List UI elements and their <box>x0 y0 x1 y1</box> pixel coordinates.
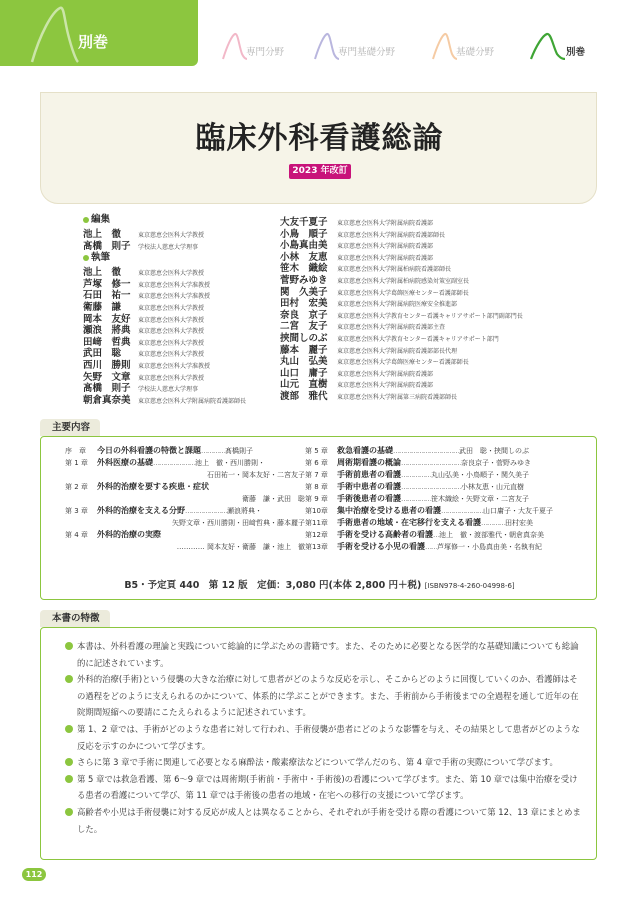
chapter-title: 集中治療を受ける患者の看護 <box>337 506 441 515</box>
chapter-authors: 奈良京子・菅野みゆき <box>461 459 531 467</box>
chapter-authors-continued: 石田祐一・岡本友好・二宮友子 <box>207 471 305 479</box>
contributor-row <box>83 264 273 279</box>
contributor-name: 小島真由美 <box>280 240 328 252</box>
contributor-row <box>83 311 273 323</box>
contents-label: 主要内容 <box>40 419 100 436</box>
contributor-row <box>83 287 273 302</box>
chapter-item <box>65 445 305 457</box>
section-tab-label: 別巻 <box>78 33 109 51</box>
contributor-row <box>280 353 600 368</box>
chapter-leader: …………… <box>401 495 431 503</box>
contributor-row <box>83 380 273 395</box>
chapter-authors: 瀬浪將典・ <box>227 507 262 515</box>
contributor-affiliation: 東京慈恵会医科大学附属病院看護部主査 <box>337 324 446 332</box>
editors-list <box>83 226 273 252</box>
toc-right-column <box>305 445 569 553</box>
top-header <box>0 0 637 70</box>
contributor-affiliation: 東京慈恵会医科大学教授 <box>138 270 205 278</box>
authors-heading: 執筆 <box>83 252 273 264</box>
contributor-row <box>280 284 600 296</box>
feature-list <box>65 638 585 837</box>
contributor-row <box>280 330 600 342</box>
contributor-row <box>280 376 600 391</box>
chapter-title: 今日の外科看護の特徴と課題 <box>97 446 201 455</box>
contributor-name: 髙橋 則子 <box>83 240 131 252</box>
chapter-number: 第 5 章 <box>305 447 328 455</box>
contributor-affiliation: 東京慈恵会医科大学准教授 <box>138 281 211 289</box>
contributor-affiliation: 東京慈恵会医科大学附属病院看護部 <box>337 220 434 227</box>
curve-logo-icon <box>30 4 80 64</box>
chapter-title: 外科的治療を要する疾患・症状 <box>97 482 209 491</box>
contributor-affiliation: 東京慈恵会医科大学准教授 <box>138 293 211 301</box>
contributor-row <box>83 276 273 288</box>
feature-item: 本書は、外科看護の理論と実践について総論的に学ぶための書籍です。また、そのために必要となる医学的な基礎知識についても総論的に記述されています。 <box>65 638 585 671</box>
chapter-number: 序 章 <box>65 447 86 455</box>
chapter-item <box>305 541 569 553</box>
nav-label: 専門分野 <box>246 47 285 58</box>
chapter-authors-continued: ………… 岡本友好・衛藤 謙・池上 徹 <box>176 543 305 551</box>
contributor-row <box>280 260 600 275</box>
chapter-number: 第 2 章 <box>65 483 88 491</box>
curve-icon <box>432 32 458 60</box>
chapter-number: 第 8 章 <box>305 483 328 491</box>
chapter-title: 手術を受ける高齢者の看護 <box>337 530 433 539</box>
contributor-name: 二宮 友子 <box>280 321 328 333</box>
chapter-title: 周術期看護の概論 <box>337 458 401 467</box>
contributor-name: 石田 祐一 <box>83 290 131 302</box>
chapter-title: 手術前患者の看護 <box>337 470 401 479</box>
contributor-affiliation: 東京慈恵会医科大学教育センター看護キャリアサポート部門副部門長 <box>337 312 523 320</box>
feature-item: さらに第 3 章で手術に関連して必要となる麻酔法・酸素療法などについて学んだのち、第 4 章で手術の実際について学びます。 <box>65 754 585 771</box>
isbn: [ISBN978-4-260-04998-6] <box>424 582 515 590</box>
chapter-leader: ………… <box>201 447 225 455</box>
chapter-number: 第 1 章 <box>65 459 88 467</box>
chapter-authors: 丸山弘美・小鳥順子・関久美子 <box>431 471 529 479</box>
contributor-name: 奈良 京子 <box>280 309 328 321</box>
chapter-number: 第11章 <box>305 519 328 527</box>
chapter-authors: 田村宏美 <box>505 519 533 527</box>
contributor-name: 関 久美子 <box>280 286 328 298</box>
chapter-leader: …………………………… <box>393 447 459 455</box>
chapter-title: 救急看護の基礎 <box>337 446 393 455</box>
contributor-affiliation: 東京慈恵会医科大学教授 <box>138 304 205 312</box>
contributor-affiliation: 東京慈恵会医科大学教育センター看護キャリアサポート部門 <box>337 335 499 343</box>
chapter-title: 外科的治療を支える分野 <box>97 506 185 515</box>
authors-list <box>83 264 273 406</box>
price-text: B5・予定頁 440 第 12 版 定価：3,080 円(本体 2,800 円＋税) <box>124 580 422 591</box>
price-line <box>41 577 598 591</box>
chapter-number: 第 3 章 <box>65 507 88 515</box>
toc-left-column <box>65 445 305 553</box>
edition-badge: 2023 年改訂 <box>289 164 351 179</box>
chapter-authors-continued: 衛藤 謙・武田 聡 <box>242 495 305 503</box>
chapter-authors: 笹木織絵・矢野文章・二宮友子 <box>431 495 529 503</box>
nav-label: 別巻 <box>566 47 586 58</box>
section-tab[interactable] <box>0 0 198 66</box>
contributor-row <box>280 307 600 319</box>
contributor-name: 挟間しのぶ <box>280 332 328 344</box>
chapter-line <box>305 505 569 517</box>
features-panel <box>40 627 597 860</box>
chapter-line <box>65 529 305 541</box>
contributor-affiliation: 学校法人慈恵大学理事 <box>138 243 199 251</box>
contributor-affiliation: 東京慈恵会医科大学教授 <box>138 374 205 382</box>
contributor-affiliation: 東京慈恵会医科大学附属病院看護部 <box>337 382 434 390</box>
contributor-name: 山元 直樹 <box>280 379 328 391</box>
contributor-name: 藤本 麗子 <box>280 344 328 356</box>
chapter-leader: …………… <box>401 471 431 479</box>
chapter-number: 第 9 章 <box>305 495 328 503</box>
contributor-row <box>280 295 600 310</box>
contributor-name: 岡本 友好 <box>83 313 131 325</box>
chapter-authors: 小林友恵・山元直樹 <box>461 483 524 491</box>
chapter-item <box>65 505 305 529</box>
chapter-line <box>305 457 569 469</box>
contributor-affiliation: 東京慈恵会医科大学附属柏病院感染対策室副室長 <box>337 277 470 285</box>
contributors-right <box>280 214 600 400</box>
contributor-row <box>83 357 273 369</box>
feature-item: 外科的治療(手術)という侵襲の大きな治療に対して患者がどのような反応を示し、そこからどのように回復していくのか、看護師はその過程をどのように支えられるのかについて、体系的に学ぶことができます。また、手術前から手術後までの全過程を通して近年の在院期間短縮への要請にこたえられるように記述されています。 <box>65 671 585 721</box>
contributor-name: 池上 徹 <box>83 229 122 240</box>
contributor-row <box>280 249 600 261</box>
chapter-number: 第 4 章 <box>65 531 88 539</box>
contributor-affiliation: 東京慈恵会医科大学教授 <box>138 232 205 239</box>
contributor-affiliation: 学校法人慈恵大学理事 <box>138 386 199 394</box>
contributor-row <box>83 299 273 311</box>
chapter-item <box>305 505 569 517</box>
chapter-item <box>65 529 305 553</box>
contributor-row <box>280 272 600 284</box>
contributor-affiliation: 東京慈恵会医科大学附属病院看護部師長 <box>138 397 247 405</box>
chapter-number: 第10章 <box>305 507 328 515</box>
chapter-item <box>305 481 569 493</box>
chapter-authors: 池上 徹・渡部雅代・朝倉真奈美 <box>439 531 544 539</box>
contributors-left <box>83 214 273 406</box>
contributor-row <box>280 237 600 252</box>
chapter-leader: ………………………… <box>401 459 461 467</box>
contributor-row <box>83 334 273 346</box>
contributor-row <box>83 238 273 250</box>
book-title: 臨床外科看護総論 <box>195 121 444 156</box>
contributor-affiliation: 東京慈恵会医科大学教授 <box>138 328 205 336</box>
contributor-affiliation: 東京慈恵会医科大学附属病院看護部 <box>337 370 434 378</box>
chapter-leader: ………………… <box>153 459 195 467</box>
chapter-item <box>305 469 569 481</box>
contributor-affiliation: 東京慈恵会医科大学附属病院看護部 <box>337 254 434 262</box>
chapter-line <box>305 445 569 457</box>
contributor-name: 丸山 弘美 <box>280 356 328 368</box>
chapter-number: 第12章 <box>305 531 328 539</box>
contributor-row <box>280 365 600 377</box>
chapter-line <box>65 505 305 517</box>
chapter-line <box>65 445 305 457</box>
contributor-affiliation: 東京慈恵会医科大学附属柏病院看護部師長 <box>337 266 452 274</box>
chapter-item <box>305 517 569 529</box>
contributor-name: 笹木 織絵 <box>280 263 328 275</box>
contributor-row <box>83 226 273 238</box>
chapter-authors: 芦塚修一・小島真由美・名執有紀 <box>437 543 542 551</box>
chapter-item <box>305 457 569 469</box>
chapter-leader: ………………… <box>185 507 227 515</box>
contents-panel <box>40 436 597 600</box>
contributor-name: 芦塚 修一 <box>83 278 131 290</box>
chapter-number: 第 7 章 <box>305 471 328 479</box>
nav-label: 基礎分野 <box>456 47 495 58</box>
contributor-affiliation: 東京慈恵会医科大学附属病院看護部部長代理 <box>337 347 458 355</box>
chapter-line <box>305 481 569 493</box>
contributor-name: 池上 徹 <box>83 267 122 279</box>
chapter-line <box>305 541 569 553</box>
contributor-affiliation: 東京慈恵会医科大学教授 <box>138 339 205 347</box>
feature-item: 第 5 章では救急看護、第 6〜9 章では周術期(手術前・手術中・手術後)の看護について学びます。また、第 10 章では集中治療を受ける患者の看護について学び、第 11 章では手術後の患者の地域・在宅への移行の支援について学びます。 <box>65 771 585 804</box>
contributor-affiliation: 東京慈恵会医科大学准教授 <box>138 362 211 370</box>
feature-item: 高齢者や小児は手術侵襲に対する反応が成人とは異なることから、それぞれが手術を受ける際の看護について第 12、13 章にまとめました。 <box>65 804 585 837</box>
contributor-name: 山口 庸子 <box>280 367 328 379</box>
chapter-line <box>65 457 305 469</box>
features-label: 本書の特徴 <box>40 610 110 627</box>
contributor-name: 小林 友恵 <box>280 251 328 263</box>
chapter-line <box>305 493 569 505</box>
contributor-affiliation: 東京慈恵会医科大学附属病院看護部 <box>337 243 434 251</box>
chapter-title: 手術後患者の看護 <box>337 494 401 503</box>
chapter-leader: …… <box>425 543 437 551</box>
contributor-row <box>280 214 600 226</box>
chapter-title: 外科医療の基礎 <box>97 458 153 467</box>
chapter-leader: … <box>433 531 439 539</box>
contributor-name: 小鳥 順子 <box>280 228 328 240</box>
category-nav <box>222 32 622 62</box>
chapter-title: 手術中患者の看護 <box>337 482 401 491</box>
contributor-name: 田﨑 哲典 <box>83 336 131 348</box>
chapter-authors: 池上 徹・西川勝則・ <box>195 459 265 467</box>
chapter-title: 外科的治療の実際 <box>97 530 161 539</box>
contributor-name: 矢野 文章 <box>83 371 131 383</box>
chapter-line <box>305 529 569 541</box>
contributor-row <box>83 392 273 404</box>
feature-item: 第 1、2 章では、手術がどのような患者に対して行われ、手術侵襲が患者にどのような影響を与え、その結果として患者がどのような反応を示すのかについて学びます。 <box>65 721 585 754</box>
contributor-row <box>280 342 600 354</box>
contributor-affiliation: 東京慈恵会医科大学附属第三病院看護部師長 <box>337 393 458 401</box>
chapter-item <box>305 529 569 541</box>
contributor-row <box>280 226 600 238</box>
contributor-name: 髙橋 則子 <box>83 383 131 395</box>
contributor-name: 大友千夏子 <box>280 217 328 228</box>
contributor-affiliation: 東京慈恵会医科大学教授 <box>138 316 205 324</box>
contributor-name: 渡部 雅代 <box>280 390 328 402</box>
chapter-authors-continued: 矢野文章・西川勝則・田﨑哲典・藤本麗子 <box>172 519 305 527</box>
chapter-title: 手術患者の地域・在宅移行を支える看護 <box>337 518 481 527</box>
contributor-row <box>280 388 600 400</box>
chapter-authors: 髙橋則子 <box>225 447 253 455</box>
contributor-affiliation: 東京慈恵会医科大学附属病院看護部師長 <box>337 231 446 239</box>
chapter-item <box>65 457 305 481</box>
editors-heading: 編集 <box>83 214 273 226</box>
curve-icon <box>314 32 340 60</box>
title-box <box>40 92 597 204</box>
chapter-authors: 山口庸子・大友千夏子 <box>483 507 553 515</box>
contributor-row <box>280 318 600 333</box>
contributor-name: 田村 宏美 <box>280 298 328 310</box>
contributor-name: 朝倉真奈美 <box>83 394 131 406</box>
chapter-leader: ………… <box>481 519 505 527</box>
contributor-affiliation: 東京慈恵会医科大学葛飾医療センター看護部師長 <box>337 289 469 297</box>
chapter-item <box>305 493 569 505</box>
contributor-name: 西川 勝則 <box>83 359 131 371</box>
contributor-row <box>83 322 273 337</box>
contributor-name: 菅野みゆき <box>280 274 328 286</box>
chapter-item <box>65 481 305 505</box>
chapter-number: 第 6 章 <box>305 459 328 467</box>
chapter-line <box>305 469 569 481</box>
contributor-name: 武田 聡 <box>83 348 122 360</box>
chapter-title: 手術を受ける小児の看護 <box>337 542 425 551</box>
chapter-authors: 武田 聡・挟間しのぶ <box>459 447 529 455</box>
chapter-item <box>305 445 569 457</box>
contributor-name: 瀬浪 將典 <box>83 325 131 337</box>
contributor-affiliation: 東京慈恵会医科大学教授 <box>138 351 205 359</box>
chapter-line <box>65 481 305 493</box>
chapter-line <box>305 517 569 529</box>
contributor-row <box>83 345 273 360</box>
chapter-leader: ………………… <box>441 507 483 515</box>
authors-list <box>280 214 600 400</box>
contributor-affiliation: 東京慈恵会医科大学附属病院医療安全推進部 <box>337 301 458 309</box>
contributor-affiliation: 東京慈恵会医科大学葛飾医療センター看護部師長 <box>337 359 469 367</box>
curve-icon <box>222 32 248 60</box>
page-number: 112 <box>22 868 46 881</box>
contributor-name: 衛藤 謙 <box>83 301 122 313</box>
curve-icon <box>530 32 566 60</box>
nav-label: 専門基礎分野 <box>338 47 396 58</box>
contributor-row <box>83 369 273 381</box>
chapter-number: 第13章 <box>305 543 328 551</box>
chapter-leader: ………………………… <box>401 483 461 491</box>
